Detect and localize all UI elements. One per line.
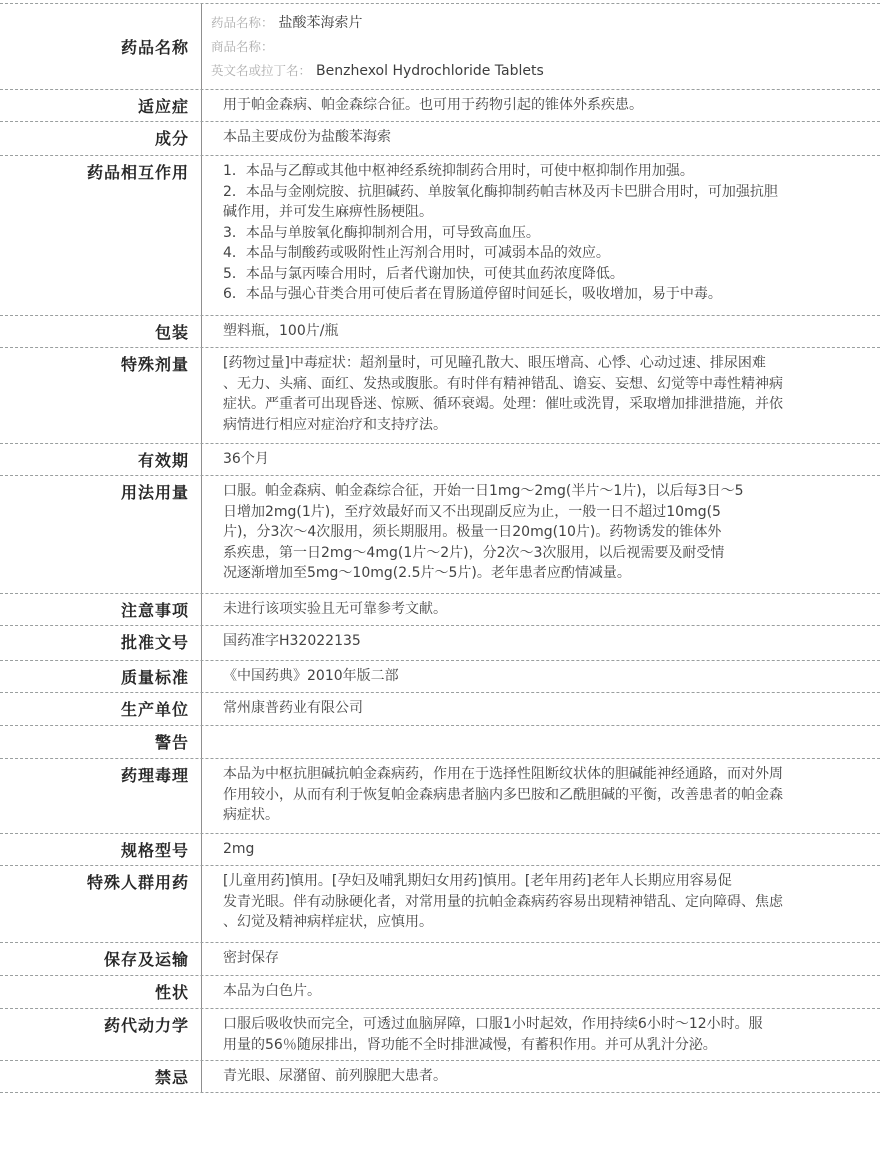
table-row xyxy=(0,726,880,759)
content-line: 4．本品与制酸药或吸附性止泻剂合用时，可减弱本品的效应。 xyxy=(223,245,610,261)
table-row xyxy=(0,316,880,348)
row-label: 包装 xyxy=(0,316,202,347)
content-line: 青光眼、尿潴留、前列腺肥大患者。 xyxy=(223,1068,447,1084)
content-line: 口服。帕金森病、帕金森综合征，开始一日1mg～2mg(半片～1片)，以后每3日～5 xyxy=(223,483,744,499)
content-line: 用量的56％随尿排出，肾功能不全时排泄减慢，有蓄积作用。并可从乳汁分泌。 xyxy=(223,1036,717,1053)
row-content xyxy=(202,626,880,660)
row-content xyxy=(202,866,880,942)
content-line: 塑料瓶，100片/瓶 xyxy=(223,323,339,339)
row-content xyxy=(202,594,880,625)
row-content xyxy=(202,759,880,833)
content-line: 本品为白色片。 xyxy=(223,983,321,999)
row-content xyxy=(202,444,880,475)
row-content xyxy=(202,943,880,975)
content-line: 本品主要成份为盐酸苯海索 xyxy=(223,129,391,145)
table-row xyxy=(0,156,880,316)
field-label: 药品名称： xyxy=(211,15,274,30)
row-label: 药品相互作用 xyxy=(0,156,202,315)
content-line: 3．本品与单胺氧化酶抑制剂合用，可导致高血压。 xyxy=(223,224,540,241)
content-line: 本品为中枢抗胆碱抗帕金森病药，作用在于选择性阻断纹状体的胆碱能神经通路，而对外周 xyxy=(223,766,783,782)
content-line: 密封保存 xyxy=(223,950,279,966)
drug-info-table xyxy=(0,3,880,1093)
content-line: 国药准字H32022135 xyxy=(223,633,361,649)
row-label: 药代动力学 xyxy=(0,1009,202,1060)
row-label: 有效期 xyxy=(0,444,202,475)
row-label: 适应症 xyxy=(0,90,202,121)
field-label: 英文名或拉丁名： xyxy=(211,63,312,78)
row-label: 成分 xyxy=(0,122,202,155)
name-line xyxy=(211,59,850,83)
content-line: [儿童用药]慎用。[孕妇及哺乳期妇女用药]慎用。[老年用药]老年人长期应用容易促 xyxy=(223,873,732,889)
content-line: 口服后吸收快而完全，可透过血脑屏障，口服1小时起效，作用持续6小时～12小时。服 xyxy=(223,1016,763,1032)
row-content xyxy=(202,476,880,593)
content-line: 36个月 xyxy=(223,451,269,467)
content-line: 2mg xyxy=(223,841,255,857)
content-line: 碱作用，并可发生麻痹性肠梗阻。 xyxy=(223,204,433,220)
row-label: 药品名称 xyxy=(0,4,202,89)
content-line: 症状。严重者可出现昏迷、惊厥、循环衰竭。处理：催吐或洗胃，采取增加排泄措施，并依 xyxy=(223,396,783,412)
table-row xyxy=(0,348,880,444)
table-row xyxy=(0,594,880,626)
table-row xyxy=(0,834,880,866)
table-row xyxy=(0,866,880,943)
row-content xyxy=(202,4,880,89)
row-content xyxy=(202,316,880,347)
name-line xyxy=(211,35,850,59)
row-label: 保存及运输 xyxy=(0,943,202,975)
row-label: 性状 xyxy=(0,976,202,1008)
row-content xyxy=(202,726,880,758)
content-line: 作用较小，从而有利于恢复帕金森病患者脑内多巴胺和乙酰胆碱的平衡，改善患者的帕金森 xyxy=(223,786,783,803)
content-line: 未进行该项实验且无可靠参考文献。 xyxy=(223,601,447,617)
row-content xyxy=(202,156,880,315)
field-value: Benzhexol Hydrochloride Tablets xyxy=(316,63,544,79)
table-row xyxy=(0,661,880,693)
row-content xyxy=(202,348,880,443)
field-label: 商品名称： xyxy=(211,39,274,54)
field-value: 盐酸苯海索片 xyxy=(278,15,363,31)
content-line: 况逐渐增加至5mg～10mg(2.5片～5片)。老年患者应酌情减量。 xyxy=(223,565,631,581)
row-label: 特殊剂量 xyxy=(0,348,202,443)
content-line: 片)，分3次～4次服用，须长期服用。极量一日20mg(10片)。药物诱发的锥体外 xyxy=(223,524,722,540)
content-line: 2．本品与金刚烷胺、抗胆碱药、单胺氧化酶抑制药帕吉林及丙卡巴肼合用时，可加强抗胆 xyxy=(223,183,778,200)
content-line: 6．本品与强心苷类合用可使后者在胃肠道停留时间延长，吸收增加，易于中毒。 xyxy=(223,286,722,302)
row-content xyxy=(202,693,880,725)
content-line: 5．本品与氯丙嗪合用时，后者代谢加快，可使其血药浓度降低。 xyxy=(223,265,624,282)
content-line: 用于帕金森病、帕金森综合征。也可用于药物引起的锥体外系疾患。 xyxy=(223,97,643,113)
table-row xyxy=(0,1061,880,1093)
row-label: 注意事项 xyxy=(0,594,202,625)
row-label: 警告 xyxy=(0,726,202,758)
content-line: 常州康普药业有限公司 xyxy=(223,700,363,716)
table-row xyxy=(0,90,880,122)
row-content xyxy=(202,661,880,692)
row-label: 批准文号 xyxy=(0,626,202,660)
table-row xyxy=(0,759,880,834)
content-line: 病情进行相应对症治疗和支持疗法。 xyxy=(223,416,447,433)
table-row xyxy=(0,943,880,976)
table-row xyxy=(0,976,880,1009)
row-label: 特殊人群用药 xyxy=(0,866,202,942)
row-label: 禁忌 xyxy=(0,1061,202,1092)
content-line: 《中国药典》2010年版二部 xyxy=(223,668,399,684)
row-label: 用法用量 xyxy=(0,476,202,593)
content-line: [药物过量]中毒症状：超剂量时，可见瞳孔散大、眼压增高、心悸、心动过速、排尿困难 xyxy=(223,355,766,371)
row-content xyxy=(202,1009,880,1060)
table-row xyxy=(0,626,880,661)
row-label: 规格型号 xyxy=(0,834,202,865)
table-row xyxy=(0,693,880,726)
content-line: 发青光眼。伴有动脉硬化者，对常用量的抗帕金森病药容易出现精神错乱、定向障碍、焦虑 xyxy=(223,893,783,910)
row-content xyxy=(202,90,880,121)
table-row xyxy=(0,476,880,594)
table-row xyxy=(0,122,880,156)
content-line: 1．本品与乙醇或其他中枢神经系统抑制药合用时，可使中枢抑制作用加强。 xyxy=(223,163,694,179)
content-line: 系疾患，第一日2mg～4mg(1片～2片)，分2次～3次服用，以后视需要及耐受情 xyxy=(223,544,725,561)
row-label: 生产单位 xyxy=(0,693,202,725)
table-row xyxy=(0,1009,880,1061)
row-label: 药理毒理 xyxy=(0,759,202,833)
row-content xyxy=(202,1061,880,1092)
row-label: 质量标准 xyxy=(0,661,202,692)
row-content xyxy=(202,834,880,865)
name-line xyxy=(211,11,850,35)
table-row xyxy=(0,444,880,476)
row-content xyxy=(202,122,880,155)
row-content xyxy=(202,976,880,1008)
content-line: 日增加2mg(1片)，至疗效最好而又不出现副反应为止，一般一日不超过10mg(5 xyxy=(223,503,721,520)
content-line: 病症状。 xyxy=(223,807,279,823)
table-row xyxy=(0,4,880,90)
content-line: 、无力、头痛、面红、发热或腹胀。有时伴有精神错乱、谵妄、妄想、幻觉等中毒性精神病 xyxy=(223,375,783,392)
content-line: 、幻觉及精神病样症状，应慎用。 xyxy=(223,914,433,930)
